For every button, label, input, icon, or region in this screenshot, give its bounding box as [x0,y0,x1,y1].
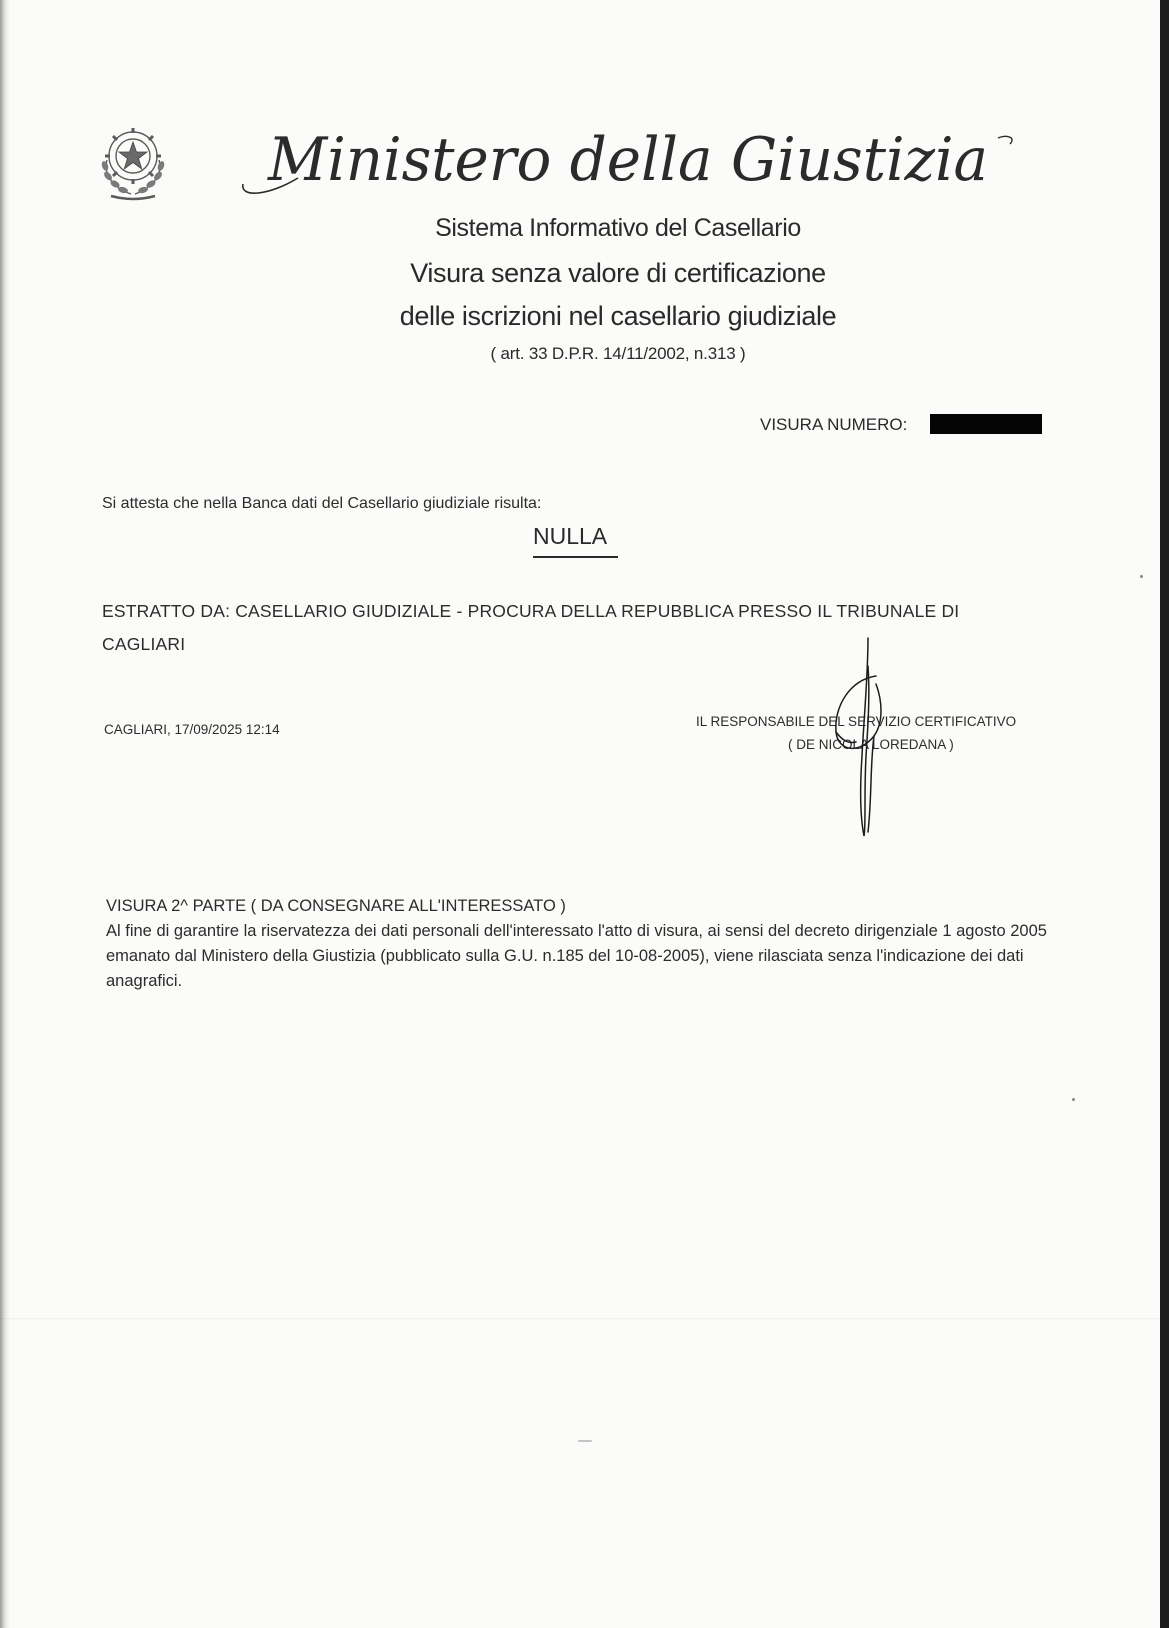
paper-crease [0,1318,1160,1320]
italian-republic-emblem-icon [97,116,169,202]
result-intro: Si attesta che nella Banca dati del Casellario giudiziale risulta: [102,495,542,512]
officer-title: IL RESPONSABILE DEL SERVIZIO CERTIFICATIVO [696,714,1017,729]
legal-reference: ( art. 33 D.P.R. 14/11/2002, n.313 ) [490,344,746,363]
ministry-title [238,108,1018,208]
document-title-line-2: delle iscrizioni nel casellario giudiziale [399,301,837,331]
svg-text:Ministero della Giustizia: Ministero della Giustizia [267,125,988,195]
document-title-line-1: Visura senza valore di certificazione [410,258,826,288]
officer-name: ( DE NICOLA LOREDANA ) [788,737,954,752]
handwritten-signature [830,636,910,842]
result-underline [533,556,618,558]
system-subtitle: Sistema Informativo del Casellario [435,214,801,242]
redacted-visura-number [930,414,1042,434]
extract-source: ESTRATTO DA: CASELLARIO GIUDIZIALE - PROCURA DELLA REPUBBLICA PRESSO IL TRIBUNALE DI CAGLIARI [102,601,960,654]
visura-number-label: VISURA NUMERO: [760,415,908,434]
place-and-date: CAGLIARI, 17/09/2025 12:14 [104,722,280,737]
result-value: NULLA [533,523,608,549]
page-edge-shadow [0,0,10,1628]
paper-mark [578,1440,592,1442]
paper-speck [1072,1098,1075,1101]
paper-speck [1140,575,1143,578]
part2-heading: VISURA 2^ PARTE ( DA CONSEGNARE ALL'INTERESSATO ) [106,897,566,915]
part2-body: Al fine di garantire la riservatezza dei dati personali dell'interessato l'atto di visura, ai sensi del decreto dirigenziale 1 agosto 2005 emanato dal Ministero della Giustizia (pubblicato sulla G.U. n.185 del 10-08-2005), viene rilasciata senza l'indicazione dei dati anagrafici. [106,922,1047,990]
